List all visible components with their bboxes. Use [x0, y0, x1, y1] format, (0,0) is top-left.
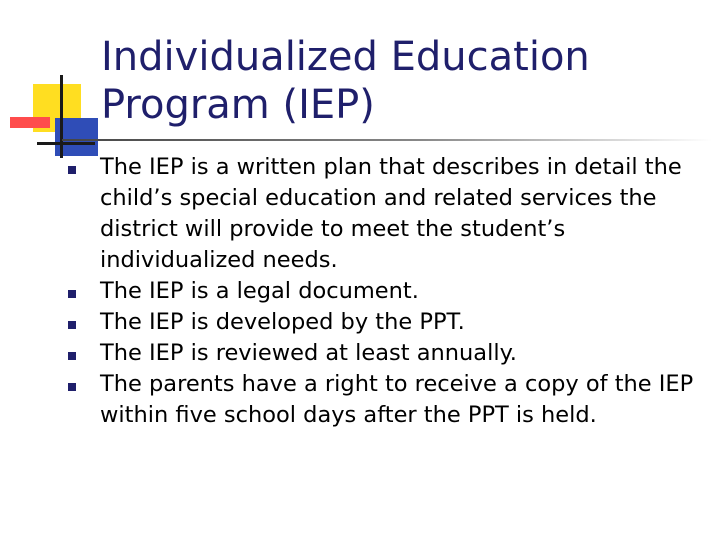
- bullet-text: The IEP is reviewed at least annually.: [100, 340, 517, 366]
- bullet-item: [68, 338, 708, 369]
- bullet-square-icon: [68, 352, 76, 360]
- bullet-item: [68, 307, 708, 338]
- decorative-logo: [0, 0, 110, 170]
- logo-red-bar: [10, 117, 50, 128]
- bullet-square-icon: [68, 321, 76, 329]
- bullet-item: [68, 276, 708, 307]
- bullet-square-icon: [68, 166, 76, 174]
- bullet-square-icon: [68, 383, 76, 391]
- bullet-item: [68, 369, 708, 431]
- bullet-item: [68, 152, 708, 276]
- bullet-text: The IEP is a legal document.: [100, 278, 419, 304]
- logo-horizontal-line: [37, 142, 95, 145]
- bullet-text: The parents have a right to receive a copy of the IEP within five school days after the PPT is held.: [100, 371, 694, 428]
- bullet-text: The IEP is developed by the PPT.: [100, 309, 465, 335]
- bullet-text: The IEP is a written plan that describes in detail the child’s special education and related services the district will provide to meet the student’s individualized needs.: [100, 154, 682, 273]
- slide-title-line-2: Program (IEP): [101, 82, 375, 128]
- bullet-list: [68, 152, 708, 431]
- logo-vertical-line: [60, 75, 63, 158]
- slide-title-line-1: Individualized Education: [101, 34, 590, 80]
- slide-title: [101, 33, 701, 129]
- title-divider: [62, 139, 712, 141]
- bullet-square-icon: [68, 290, 76, 298]
